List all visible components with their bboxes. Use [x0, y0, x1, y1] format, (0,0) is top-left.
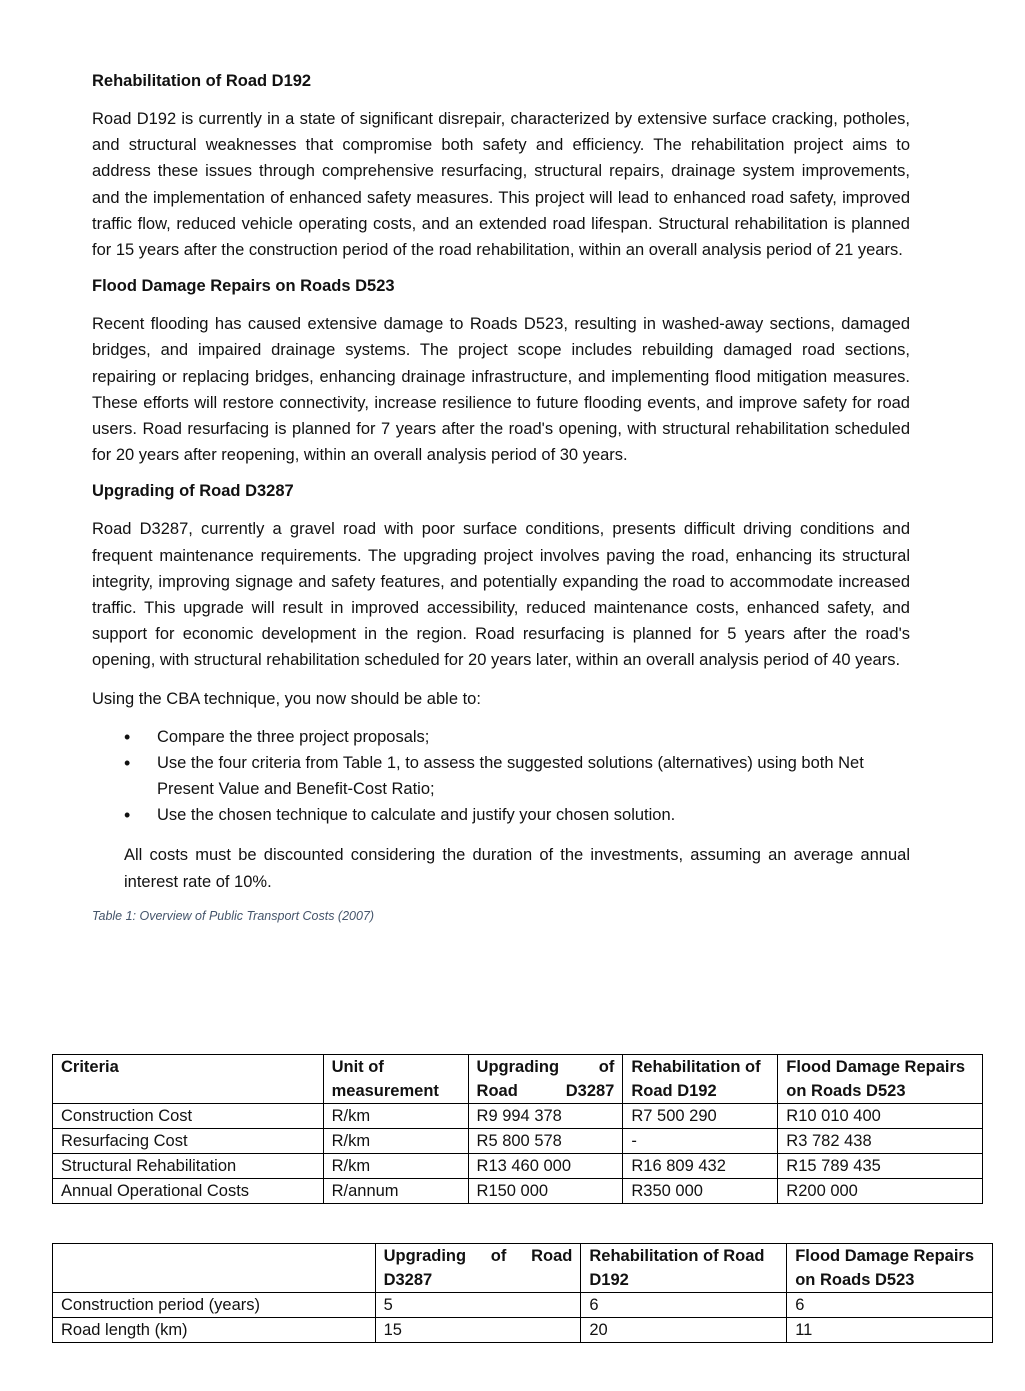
table-cell: 20 [581, 1318, 787, 1343]
section-heading-flood-repairs: Flood Damage Repairs on Roads D523 [92, 277, 395, 296]
section-body-rehabilitation: Road D192 is currently in a state of significant disrepair, characterized by extensive surface cracking, potholes, and structural weaknesses that compromise both safety and efficiency. The rehabilitation project aims to address these issues through comprehensive resurfacing, structural repairs, drainage system improvements, and the implementation of enhanced safety measures. This project will lead to enhanced road safety, improved traffic flow, reduced vehicle operating costs, and an extended road lifespan. Structural rehabilitation is planned for 15 years after the construction period of the road rehabilitation, within an overall analysis period of 21 years. [92, 110, 910, 260]
list-item: • Use the chosen technique to calculate and justify your chosen solution. [157, 802, 910, 828]
table-cell: R/km [323, 1154, 468, 1179]
table-header-cell: Flood Damage Repairs on Roads D523 [778, 1055, 983, 1104]
table-cell: R9 994 378 [468, 1104, 623, 1129]
table-cell: Construction Cost [53, 1104, 324, 1129]
table-row [53, 1104, 983, 1129]
table-row [53, 1318, 993, 1343]
table-cell: R/km [323, 1104, 468, 1129]
table-cell: R10 010 400 [778, 1104, 983, 1129]
table-cell: 15 [375, 1318, 581, 1343]
table-cell: Structural Rehabilitation [53, 1154, 324, 1179]
table-header-cell: Rehabilitation of Road D192 [623, 1055, 778, 1104]
table-cell: R/annum [323, 1179, 468, 1204]
table-header-cell: Unit of measurement [323, 1055, 468, 1104]
table-cell: R3 782 438 [778, 1129, 983, 1154]
section-heading-rehabilitation: Rehabilitation of Road D192 [92, 72, 312, 90]
table-header-cell [53, 1244, 376, 1293]
table-header-row [53, 1244, 993, 1293]
table-row [53, 1293, 993, 1318]
table-row [53, 1154, 983, 1179]
table-cell: Construction period (years) [53, 1293, 376, 1318]
table-cell: R350 000 [623, 1179, 778, 1204]
document-body [92, 70, 910, 925]
table-header-row [53, 1055, 983, 1104]
table-cell: Resurfacing Cost [53, 1129, 324, 1154]
discount-note: All costs must be discounted considering the duration of the investments, assuming an average annual interest rate of 10%. [124, 846, 910, 891]
table-cell: R13 460 000 [468, 1154, 623, 1179]
cost-overview-table [52, 1054, 983, 1204]
table-header-cell: Rehabilitation of Road D192 [581, 1244, 787, 1293]
table-cell: R7 500 290 [623, 1104, 778, 1129]
section-heading-upgrading: Upgrading of Road D3287 [92, 482, 294, 501]
table-cell: R150 000 [468, 1179, 623, 1204]
table-header-cell: Upgrading of Road D3287 [468, 1055, 623, 1104]
table-cell: R/km [323, 1129, 468, 1154]
project-parameters-table [52, 1243, 993, 1343]
table-cell: 5 [375, 1293, 581, 1318]
table-header-cell: Criteria [53, 1055, 324, 1104]
table-cell: R5 800 578 [468, 1129, 623, 1154]
instructions-lead: Using the CBA technique, you now should be able to: [92, 689, 481, 708]
table-cell: - [623, 1129, 778, 1154]
table-cell: R16 809 432 [623, 1154, 778, 1179]
section-body-upgrading: Road D3287, currently a gravel road with poor surface conditions, presents difficult driving conditions and frequent maintenance requirements. The upgrading project involves paving the road, enhancing its structural integrity, improving signage and safety features, and potentially expanding the road to accommodate increased traffic. This upgrade will result in improved accessibility, reduced maintenance costs, enhanced safety, and support for economic development in the region. Road resurfacing is planned for 5 years after the road's opening, with structural rehabilitation scheduled for 20 years later, within an overall analysis period of 40 years. [92, 520, 910, 670]
table-cell: Road length (km) [53, 1318, 376, 1343]
table-header-cell: Flood Damage Repairs on Roads D523 [787, 1244, 993, 1293]
table-cell: 6 [581, 1293, 787, 1318]
instructions-list [92, 724, 910, 829]
table-cell: R15 789 435 [778, 1154, 983, 1179]
list-item: • Compare the three project proposals; [157, 724, 910, 750]
section-body-flood-repairs: Recent flooding has caused extensive damage to Roads D523, resulting in washed-away sections, damaged bridges, and impaired drainage systems. The project scope includes rebuilding damaged road sections, repairing or replacing bridges, enhancing drainage infrastructure, and implementing flood mitigation measures. These efforts will restore connectivity, increase resilience to future flooding events, and improve safety for road users. Road resurfacing is planned for 7 years after the road's opening, with structural rehabilitation scheduled for 20 years after reopening, within an overall analysis period of 30 years. [92, 315, 910, 465]
table-cell: 11 [787, 1318, 993, 1343]
table-cell: 6 [787, 1293, 993, 1318]
table-cell: R200 000 [778, 1179, 983, 1204]
table-row [53, 1179, 983, 1204]
table-row [53, 1129, 983, 1154]
table-cell: Annual Operational Costs [53, 1179, 324, 1204]
list-item: • Use the four criteria from Table 1, to assess the suggested solutions (alternatives) using both Net Present Value and Benefit-Cost Ratio; [157, 750, 910, 802]
table-header-cell: Upgrading of Road D3287 [375, 1244, 581, 1293]
table1-caption: Table 1: Overview of Public Transport Costs (2007) [92, 908, 375, 923]
